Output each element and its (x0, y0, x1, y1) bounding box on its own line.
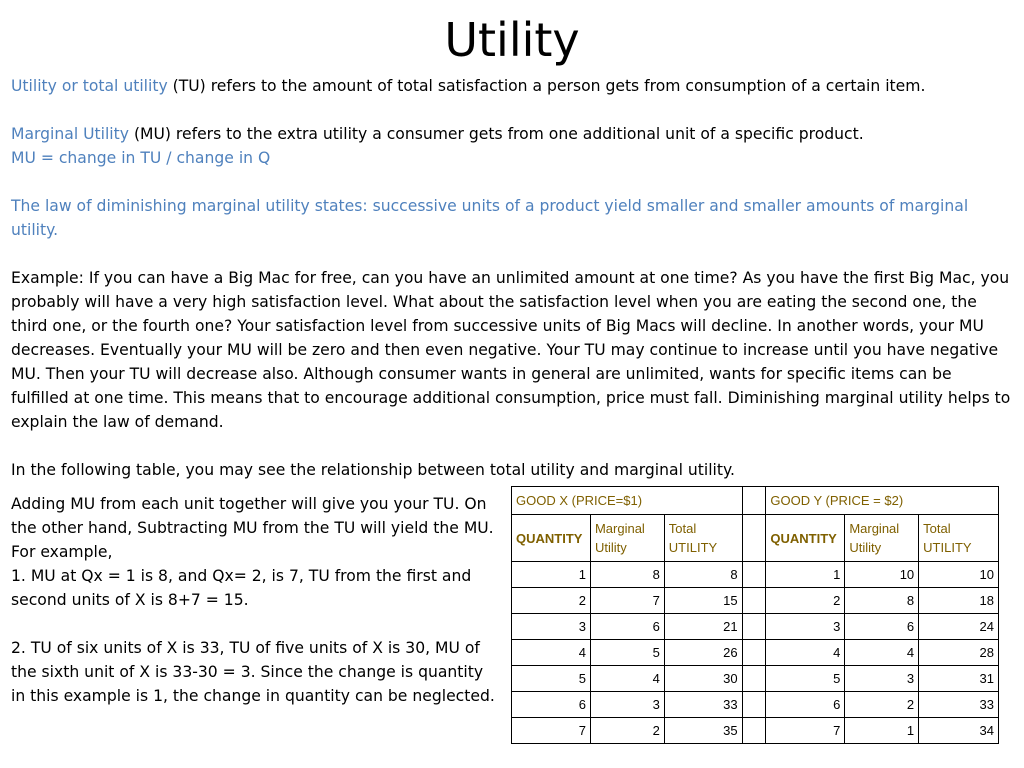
mu-definition (11, 122, 1011, 146)
marginal-x-cell: 5 (590, 640, 664, 666)
spacer-cell (742, 718, 766, 744)
quantity-y-cell: 2 (766, 588, 845, 614)
marginal-x-cell: 8 (590, 562, 664, 588)
spacer-cell (742, 640, 766, 666)
col-marginal-y: Marginal Utility (845, 515, 919, 562)
total-y-cell: 33 (919, 692, 999, 718)
marginal-x-cell: 7 (590, 588, 664, 614)
mu-text: (MU) refers to the extra utility a consumer gets from one additional unit of a specific product. (128, 125, 864, 143)
total-y-cell: 18 (919, 588, 999, 614)
quantity-y-cell: 3 (766, 614, 845, 640)
marginal-x-cell: 6 (590, 614, 664, 640)
tu-term: Utility or total utility (11, 77, 168, 95)
good-y-header: GOOD Y (PRICE = $2) (766, 487, 999, 515)
total-x-cell: 30 (664, 666, 742, 692)
quantity-x-cell: 1 (512, 562, 591, 588)
slide-title: Utility (444, 13, 580, 67)
explanation-line: 2. TU of six units of X is 33, TU of five units of X is 30, MU of the sixth unit of X is 33-30 = 3. Since the change is quantity in this example is 1, the change in quantity can be neglected. (11, 639, 495, 705)
marginal-y-cell: 10 (845, 562, 919, 588)
mu-term: Marginal Utility (11, 125, 129, 143)
law-statement: The law of diminishing marginal utility states: successive units of a product yield smaller and smaller amounts of marginal utility. (11, 197, 969, 239)
spacer-cell (742, 588, 766, 614)
explanation-text (11, 492, 501, 708)
explanation-line: Adding MU from each unit together will give you your TU. On the other hand, Subtracting MU from the TU will yield the MU. (11, 495, 494, 537)
total-x-cell: 35 (664, 718, 742, 744)
quantity-y-cell: 7 (766, 718, 845, 744)
marginal-y-cell: 1 (845, 718, 919, 744)
tu-definition (11, 74, 1011, 98)
total-y-cell: 28 (919, 640, 999, 666)
col-quantity-x: QUANTITY (512, 515, 591, 562)
quantity-x-cell: 4 (512, 640, 591, 666)
total-y-cell: 24 (919, 614, 999, 640)
marginal-y-cell: 6 (845, 614, 919, 640)
total-y-cell: 34 (919, 718, 999, 744)
marginal-y-cell: 4 (845, 640, 919, 666)
quantity-x-cell: 2 (512, 588, 591, 614)
table-intro: In the following table, you may see the relationship between total utility and marginal utility. (11, 461, 735, 479)
total-y-cell: 10 (919, 562, 999, 588)
tu-text: (TU) refers to the amount of total satisfaction a person gets from consumption of a certain item. (167, 77, 926, 95)
total-x-cell: 26 (664, 640, 742, 666)
marginal-x-cell: 3 (590, 692, 664, 718)
utility-table (511, 486, 999, 744)
spacer-cell (742, 666, 766, 692)
explanation-line: 1. MU at Qx = 1 is 8, and Qx= 2, is 7, TU from the first and second units of X is 8+7 = 15. (11, 567, 472, 609)
table-row (512, 666, 999, 692)
marginal-y-cell: 8 (845, 588, 919, 614)
total-x-cell: 15 (664, 588, 742, 614)
marginal-x-cell: 4 (590, 666, 664, 692)
total-x-cell: 8 (664, 562, 742, 588)
spacer-cell (742, 692, 766, 718)
marginal-y-cell: 3 (845, 666, 919, 692)
table-row (512, 614, 999, 640)
quantity-x-cell: 7 (512, 718, 591, 744)
explanation-line: For example, (11, 543, 113, 561)
table-row (512, 718, 999, 744)
quantity-x-cell: 3 (512, 614, 591, 640)
quantity-y-cell: 4 (766, 640, 845, 666)
col-total-y: Total UTILITY (919, 515, 999, 562)
quantity-x-cell: 6 (512, 692, 591, 718)
table-row (512, 692, 999, 718)
good-x-header: GOOD X (PRICE=$1) (512, 487, 743, 515)
quantity-y-cell: 5 (766, 666, 845, 692)
mu-formula: MU = change in TU / change in Q (11, 149, 271, 167)
intro-text (11, 74, 1011, 482)
total-x-cell: 33 (664, 692, 742, 718)
table-column-header-row (512, 515, 999, 562)
marginal-x-cell: 2 (590, 718, 664, 744)
marginal-y-cell: 2 (845, 692, 919, 718)
spacer-cell (742, 515, 766, 562)
table-row (512, 588, 999, 614)
total-x-cell: 21 (664, 614, 742, 640)
table-row (512, 562, 999, 588)
total-y-cell: 31 (919, 666, 999, 692)
spacer-cell (742, 614, 766, 640)
quantity-y-cell: 1 (766, 562, 845, 588)
table-row (512, 640, 999, 666)
example-paragraph: Example: If you can have a Big Mac for free, can you have an unlimited amount at one time? As you have the first Big Mac, you probably will have a very high satisfaction level. What about the satisfaction level when you are eating the second one, the third one, or the fourth one? Your satisfaction level from successive units of Big Macs will decline. In another words, your MU decreases. Eventually your MU will be zero and then even negative. Your TU may continue to increase until you have negative MU. Then your TU will decrease also. Although consumer wants in general are unlimited, wants for specific items can be fulfilled at one time. This means that to encourage additional consumption, price must fall. Diminishing marginal utility helps to explain the law of demand. (11, 269, 1011, 431)
quantity-x-cell: 5 (512, 666, 591, 692)
col-total-x: Total UTILITY (664, 515, 742, 562)
col-marginal-x: Marginal Utility (590, 515, 664, 562)
spacer-cell (742, 487, 766, 515)
quantity-y-cell: 6 (766, 692, 845, 718)
col-quantity-y: QUANTITY (766, 515, 845, 562)
table-group-header-row (512, 487, 999, 515)
spacer-cell (742, 562, 766, 588)
